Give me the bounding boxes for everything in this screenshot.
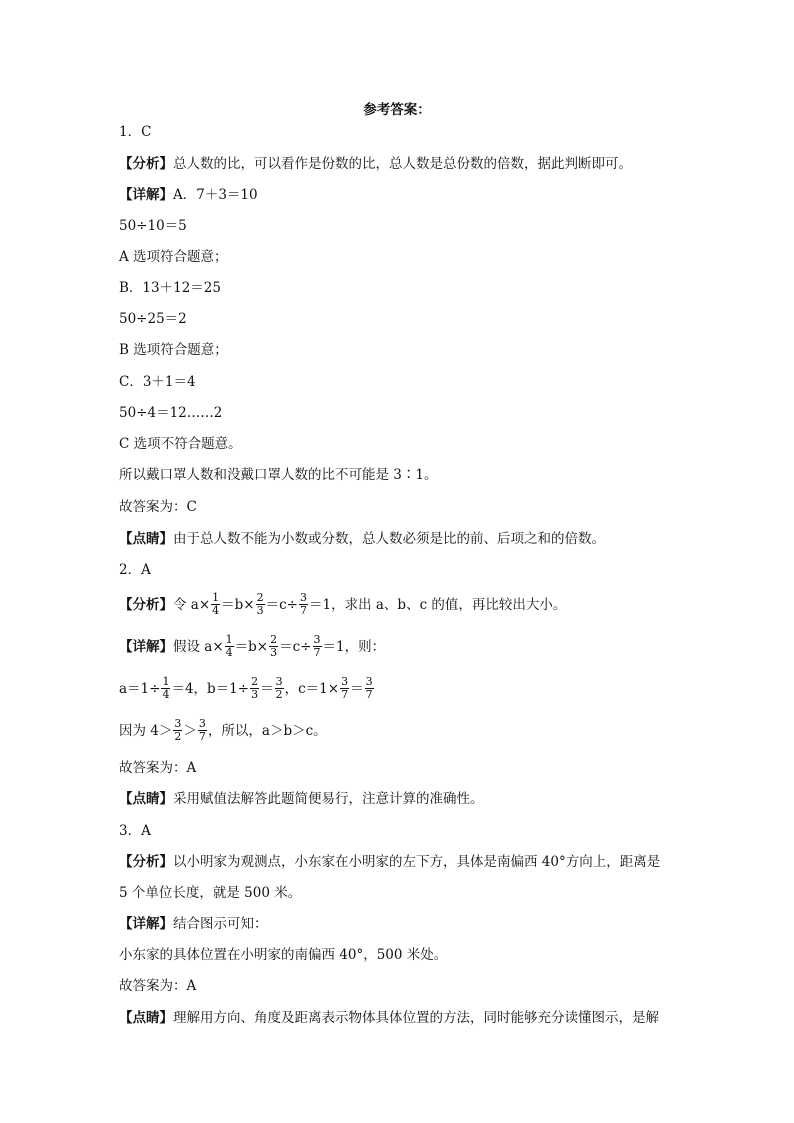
text-part: a＝1÷ xyxy=(119,680,161,697)
detail-tag: 【详解】 xyxy=(119,916,173,932)
fraction-2-3: $\frac{2}{3}$ xyxy=(256,591,264,617)
q1-detail-line: B 选项符合题意； xyxy=(119,342,228,358)
fraction-2-3: $\frac{2}{3}$ xyxy=(251,675,259,701)
text-part: 假设 a× xyxy=(173,638,224,655)
text-part: ＝c÷ xyxy=(265,596,298,613)
fraction-3-7: $\frac{3}{7}$ xyxy=(341,675,349,701)
q1-point xyxy=(119,529,684,549)
fraction-1-4: $\frac{1}{4}$ xyxy=(212,591,220,617)
text-part: ＝ xyxy=(350,680,364,697)
q2-comparison xyxy=(119,718,684,743)
q3-analysis xyxy=(119,852,684,872)
q1-detail-line: 所以戴口罩人数和没戴口罩人数的比不可能是 3∶1。 xyxy=(119,467,438,483)
point-tag: 【点睛】 xyxy=(119,1010,173,1026)
q1-analysis xyxy=(119,154,684,174)
text-part: 因为 4＞ xyxy=(119,722,173,739)
q1-detail xyxy=(119,185,684,205)
text-part: ＝b× xyxy=(221,596,255,613)
point-text: 理解用方向、角度及距离表示物体具体位置的方法，同时能够充分读懂图示，是解 xyxy=(173,1010,659,1026)
q1-detail-line: 50÷10＝5 xyxy=(119,218,187,234)
point-tag: 【点睛】 xyxy=(119,791,173,807)
q1-detail-line: A 选项符合题意； xyxy=(119,249,228,265)
fraction-3-7: $\frac{3}{7}$ xyxy=(300,591,307,617)
q3-answer: 故答案为：A xyxy=(119,978,197,994)
q2-number: 2．A xyxy=(119,562,151,578)
q1-detail-line: C．3＋1＝4 xyxy=(119,374,196,390)
fraction-2-3: $\frac{2}{3}$ xyxy=(270,633,278,659)
detail-tag: 【详解】 xyxy=(119,638,173,655)
q3-analysis-line: 5 个单位长度，就是 500 米。 xyxy=(119,885,302,901)
text-part: ＝ xyxy=(260,680,274,697)
fraction-1-4: $\frac{1}{4}$ xyxy=(225,633,233,659)
detail-tag: 【详解】 xyxy=(119,187,173,203)
text-part: ＝b× xyxy=(234,638,269,655)
analysis-text: 总人数的比，可以看作是份数的比，总人数是总份数的倍数，据此判断即可。 xyxy=(173,156,632,172)
point-text: 由于总人数不能为小数或分数，总人数必须是比的前、后项之和的倍数。 xyxy=(173,531,605,547)
q1-detail-line: B．13＋12＝25 xyxy=(119,280,221,296)
fraction-3-2: $\frac{3}{2}$ xyxy=(174,717,182,743)
q3-point xyxy=(119,1008,684,1028)
text-part: ，c＝1× xyxy=(284,680,340,697)
q2-answer: 故答案为：A xyxy=(119,760,197,776)
text-part: ＝1，则： xyxy=(322,638,386,655)
point-text: 采用赋值法解答此题简便易行，注意计算的准确性。 xyxy=(173,791,484,807)
text-part: ＝4，b＝1÷ xyxy=(171,680,250,697)
text-part: ＝c÷ xyxy=(279,638,312,655)
q1-number: 1．C xyxy=(119,124,152,140)
q3-detail xyxy=(119,914,684,934)
analysis-tag: 【分析】 xyxy=(119,854,173,870)
analysis-tag: 【分析】 xyxy=(119,596,173,613)
detail-text: A．7＋3＝10 xyxy=(173,187,258,203)
text-part: ，所以，a＞b＞c。 xyxy=(207,722,327,739)
q2-point xyxy=(119,789,684,809)
point-tag: 【点睛】 xyxy=(119,531,173,547)
fraction-3-2: $\frac{3}{2}$ xyxy=(275,675,283,701)
analysis-text: 以小明家为观测点，小东家在小明家的左下方，具体是南偏西 40°方向上，距离是 xyxy=(173,854,661,870)
q1-detail-line: 50÷4＝12……2 xyxy=(119,405,223,421)
fraction-3-7: $\frac{3}{7}$ xyxy=(198,717,206,743)
text-part: ＝1，求出 a、b、c 的值，再比较出大小。 xyxy=(309,596,567,613)
fraction-1-4: $\frac{1}{4}$ xyxy=(162,675,170,701)
q1-detail-line: C 选项不符合题意。 xyxy=(119,436,242,452)
q3-number: 3．A xyxy=(119,823,151,839)
fraction-3-7: $\frac{3}{7}$ xyxy=(313,633,321,659)
detail-text: 结合图示可知： xyxy=(173,916,268,932)
page-title: 参考答案： xyxy=(363,102,431,118)
fraction-3-7: $\frac{3}{7}$ xyxy=(365,675,373,701)
q2-calculation xyxy=(119,676,684,701)
q3-detail-line: 小东家的具体位置在小明家的南偏西 40°，500 米处。 xyxy=(119,947,448,963)
q2-analysis xyxy=(119,592,684,617)
text-part: 令 a× xyxy=(173,596,211,613)
analysis-tag: 【分析】 xyxy=(119,156,173,172)
text-part: ＞ xyxy=(183,722,197,739)
q2-detail xyxy=(119,634,684,659)
q1-detail-line: 50÷25＝2 xyxy=(119,311,187,327)
q1-answer: 故答案为：C xyxy=(119,499,197,515)
